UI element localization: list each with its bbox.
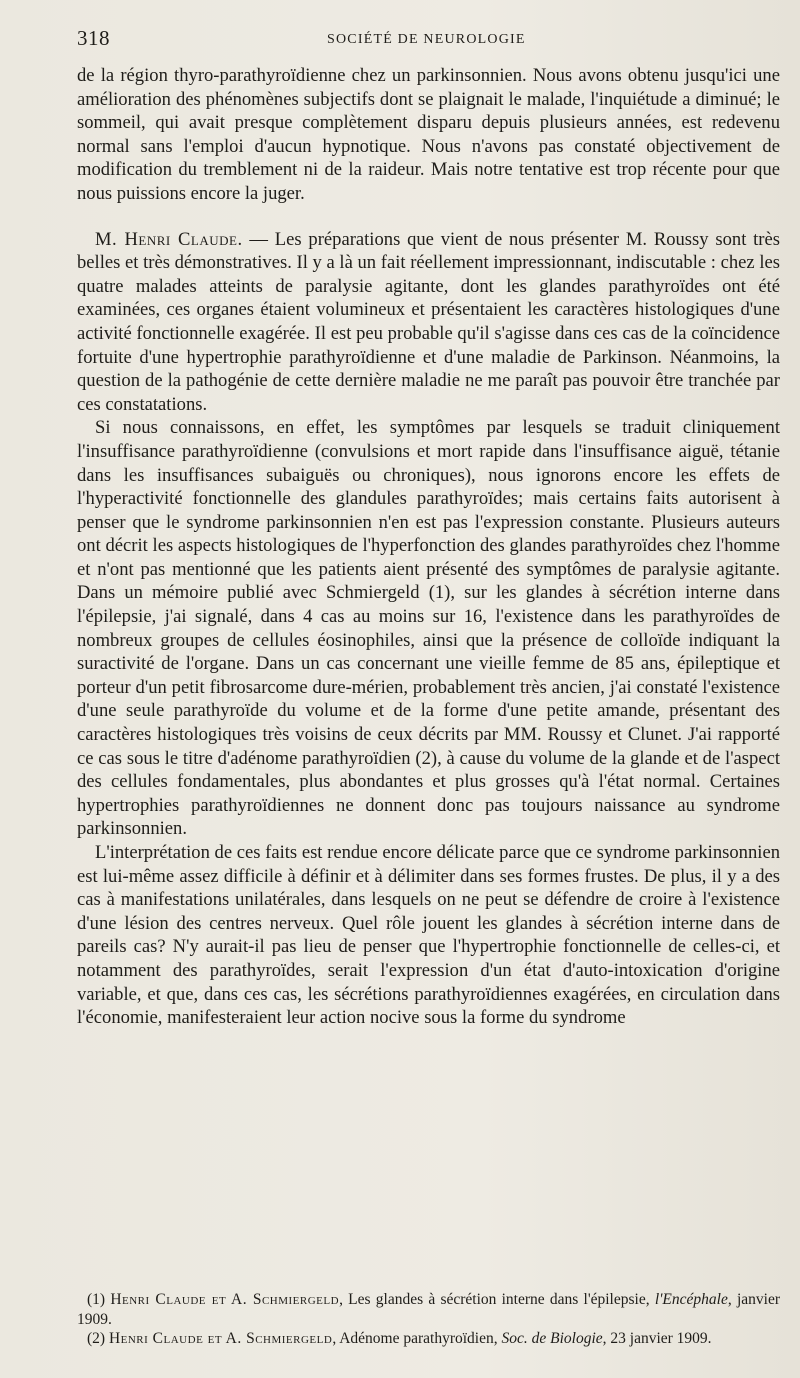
footnote-2 <box>77 1329 780 1349</box>
footnote-1 <box>77 1290 780 1329</box>
page-header <box>77 26 777 56</box>
footnote-2-date: , 23 janvier 1909. <box>602 1330 712 1347</box>
footnote-2-authors: Henri Claude et A. Schmiergeld <box>108 1330 333 1347</box>
footnote-1-journal: l'Encéphale <box>654 1291 728 1308</box>
paragraph-1: de la région thyro-parathyroïdienne chez un parkinsonnien. Nous avons obtenu jusqu'ici une amélioration des phénomènes subjectifs dont se plaignait le malade, l'inquiétude a diminué; le sommeil, qui avait presque complètement disparu depuis plusieurs années, est redevenu normal sans l'emploi d'aucun hypnotique. Nous n'avons pas constaté objectivement de modification du tremblement ni de la raideur. Mais notre tentative est trop récente pour que nous puissions encore la juger. <box>77 65 780 204</box>
footnote-2-marker: (2) <box>87 1330 109 1347</box>
paragraph-2 <box>77 228 780 417</box>
footnote-1-text: , Les glandes à sécrétion interne dans l'épilepsie, <box>339 1291 655 1308</box>
running-title: SOCIÉTÉ DE NEUROLOGIE <box>327 32 526 47</box>
speaker-name: M. Henri Claude. <box>95 228 243 250</box>
paragraph-gap <box>77 206 780 228</box>
footnote-2-journal: Soc. de Biologie <box>501 1330 603 1347</box>
body-text <box>77 64 780 1030</box>
footnote-1-marker: (1) <box>87 1291 111 1308</box>
footnote-1-authors: Henri Claude et A. Schmiergeld <box>110 1291 340 1308</box>
paragraph-2-text: — Les préparations que vient de nous présenter M. Roussy sont très belles et très démonstratives. Il y a là un fait réellement impressionnant, indiscutable : chez les quatre malades atteints de paralysie agitante, dont les glandes parathyroïdes ont été examinées, ces organes étaient volumineux et présentaient les caractères histologiques d'une activité fonctionnelle exagérée. Il est peu probable qu'il s'agisse dans ces cas de la coïncidence fortuite d'une hypertrophie parathyroïdienne et d'une maladie de Parkinson. Néanmoins, la question de la pathogénie de cette dernière maladie ne me paraît pas pouvoir être tranchée par ces constatations. <box>77 228 780 415</box>
paragraph-4: L'interprétation de ces faits est rendue encore délicate parce que ce syndrome parkinsonnien est lui-même assez difficile à définir et à délimiter dans ses formes frustes. De plus, il y a des cas à manifestations unilatérales, dans lesquels on ne peut se défendre de croire à l'existence d'une lésion des centres nerveux. Quel rôle jouent les glandes à sécrétion interne dans de pareils cas? N'y aurait-il pas lieu de penser que l'hypertrophie fonctionnelle de celles-ci, et notamment des parathyroïdes, serait l'expression d'un état d'auto-intoxication d'origine variable, et que, dans ces cas, les sécrétions parathyroïdiennes exagérées, en circulation dans l'économie, manifesteraient leur action nocive sous la forme du syndrome <box>77 842 780 1029</box>
paragraph-3: Si nous connaissons, en effet, les symptômes par lesquels se traduit cliniquement l'insuffisance parathyroïdienne (convulsions et mort rapide dans l'insuffisance aiguë, tétanie dans les insuffisances subaiguës ou chroniques), nous ignorons encore les effets de l'hyperactivité fonctionnelle des glandules parathyroïdes; mais certains faits autorisent à penser que le syndrome parkinsonnien n'en est pas l'expression constante. Plusieurs auteurs ont décrit les aspects histologiques de l'hyperfonction des glandes parathyroïdes chez l'homme et n'ont pas mentionné que les patients aient présenté des symptômes de paralysie agitante. Dans un mémoire publié avec Schmiergeld (1), sur les glandes à sécrétion interne dans l'épilepsie, j'ai signalé, dans 4 cas au moins sur 16, l'existence dans les parathyroïdes de nombreux groupes de cellules éosinophiles, ainsi que la présence de colloïde indiquant la suractivité de l'organe. Dans un cas concernant une vieille femme de 85 ans, épileptique et porteur d'un petit fibrosarcome dure-mérien, probablement très ancien, j'ai constaté l'existence d'une seule parathyroïde du volume et de la forme d'une petite amande, présentant des caractères histologiques très voisins de ceux décrits par MM. Roussy et Clunet. J'ai rapporté ce cas sous le titre d'adénome parathyroïdien (2), à cause du volume de la glande et de l'aspect des cellules fondamentales, plus abondantes et plus grosses qu'à l'état normal. Certaines hypertrophies parathyroïdiennes ne donnent donc pas toujours naissance au syndrome parkinsonnien. <box>77 417 780 840</box>
footnote-2-text: , Adénome parathyroïdien, <box>332 1330 502 1347</box>
footnotes <box>77 1290 780 1349</box>
footnote-1-date: , janvier 1909. <box>77 1291 780 1328</box>
page-number: 318 <box>77 26 110 50</box>
